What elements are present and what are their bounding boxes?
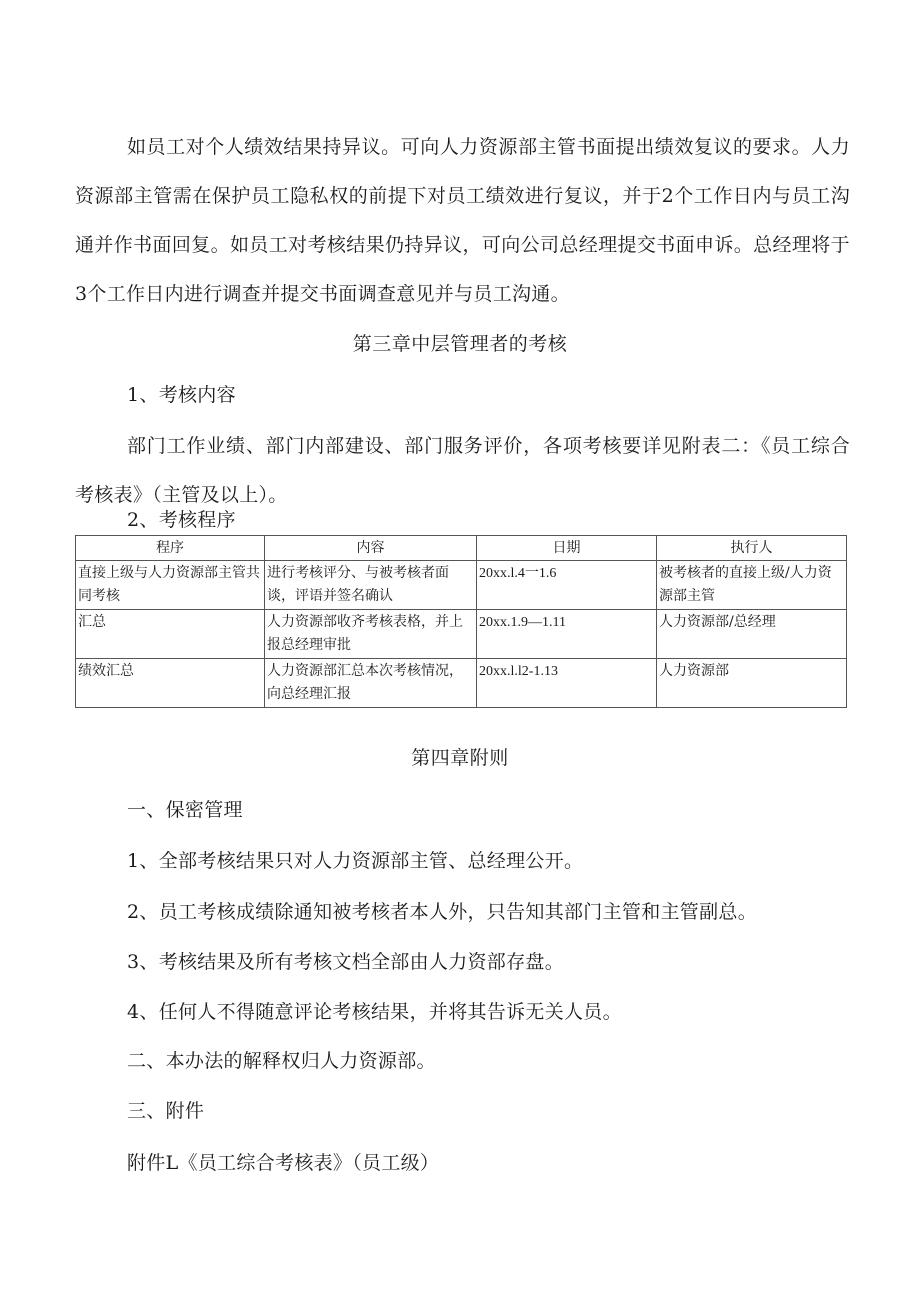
- schedule-table: [75, 535, 847, 708]
- header-content: 内容: [265, 536, 477, 561]
- table-header-row: [76, 536, 847, 561]
- cell-step: 绩效汇总: [76, 659, 265, 708]
- cell-content: 人力资源部收齐考核表格，并上报总经理审批: [265, 610, 477, 659]
- cell-content: 进行考核评分、与被考核者面谈，评语并签名确认: [265, 561, 477, 610]
- section-1-title: 1、考核内容: [127, 384, 236, 406]
- cell-executor: 人力资源部/总经理: [657, 610, 847, 659]
- header-date: 日期: [477, 536, 657, 561]
- cell-date: 20xx.l.l2-1.13: [477, 659, 657, 708]
- table-row: [76, 610, 847, 659]
- cell-date: 20xx.1.9—1.11: [477, 610, 657, 659]
- cell-date: 20xx.l.4一1.6: [477, 561, 657, 610]
- header-step: 程序: [76, 536, 265, 561]
- interpretation-clause: 二、本办法的解释权归人力资源部。: [127, 1050, 436, 1072]
- cell-step: 直接上级与人力资源部主管共同考核: [76, 561, 265, 610]
- cell-executor: 被考核者的直接上级/人力资源部主管: [657, 561, 847, 610]
- cell-step: 汇总: [76, 610, 265, 659]
- confidential-title: 一、保密管理: [127, 799, 243, 821]
- cell-content: 人力资源部汇总本次考核情况，向总经理汇报: [265, 659, 477, 708]
- attachment-1: 附件L《员工综合考核表》（员工级）: [127, 1152, 440, 1174]
- header-executor: 执行人: [657, 536, 847, 561]
- section-2-title: 2、考核程序: [127, 509, 236, 531]
- appeal-paragraph: 如员工对个人绩效结果持异议。可向人力资源部主管书面提出绩效复议的要求。人力资源部主管需在保护员工隐私权的前提下对员工绩效进行复议，并于2个工作日内与员工沟通并作书面回复。如员工对考核结果仍持异议，可向公司总经理提交书面申诉。总经理将于3个工作日内进行调查并提交书面调查意见并与员工沟通。: [75, 136, 850, 305]
- confidential-item: 1、全部考核结果只对人力资源部主管、总经理公开。: [127, 850, 584, 872]
- table-row: [76, 561, 847, 610]
- table-row: [76, 659, 847, 708]
- chapter-4-title: 第四章附则: [411, 747, 509, 769]
- chapter-3-title: 第三章中层管理者的考核: [352, 333, 568, 355]
- confidential-item: 4、任何人不得随意评论考核结果，并将其告诉无关人员。: [127, 1001, 622, 1023]
- confidential-item: 2、员工考核成绩除通知被考核者本人外，只告知其部门主管和主管副总。: [127, 901, 757, 923]
- confidential-item: 3、考核结果及所有考核文档全部由人力资部存盘。: [127, 951, 564, 973]
- attachment-title: 三、附件: [127, 1100, 205, 1122]
- cell-executor: 人力资源部: [657, 659, 847, 708]
- section-1-body: 部门工作业绩、部门内部建设、部门服务评价，各项考核要详见附表二：《员工综合考核表》（主管及以上）。: [75, 435, 850, 506]
